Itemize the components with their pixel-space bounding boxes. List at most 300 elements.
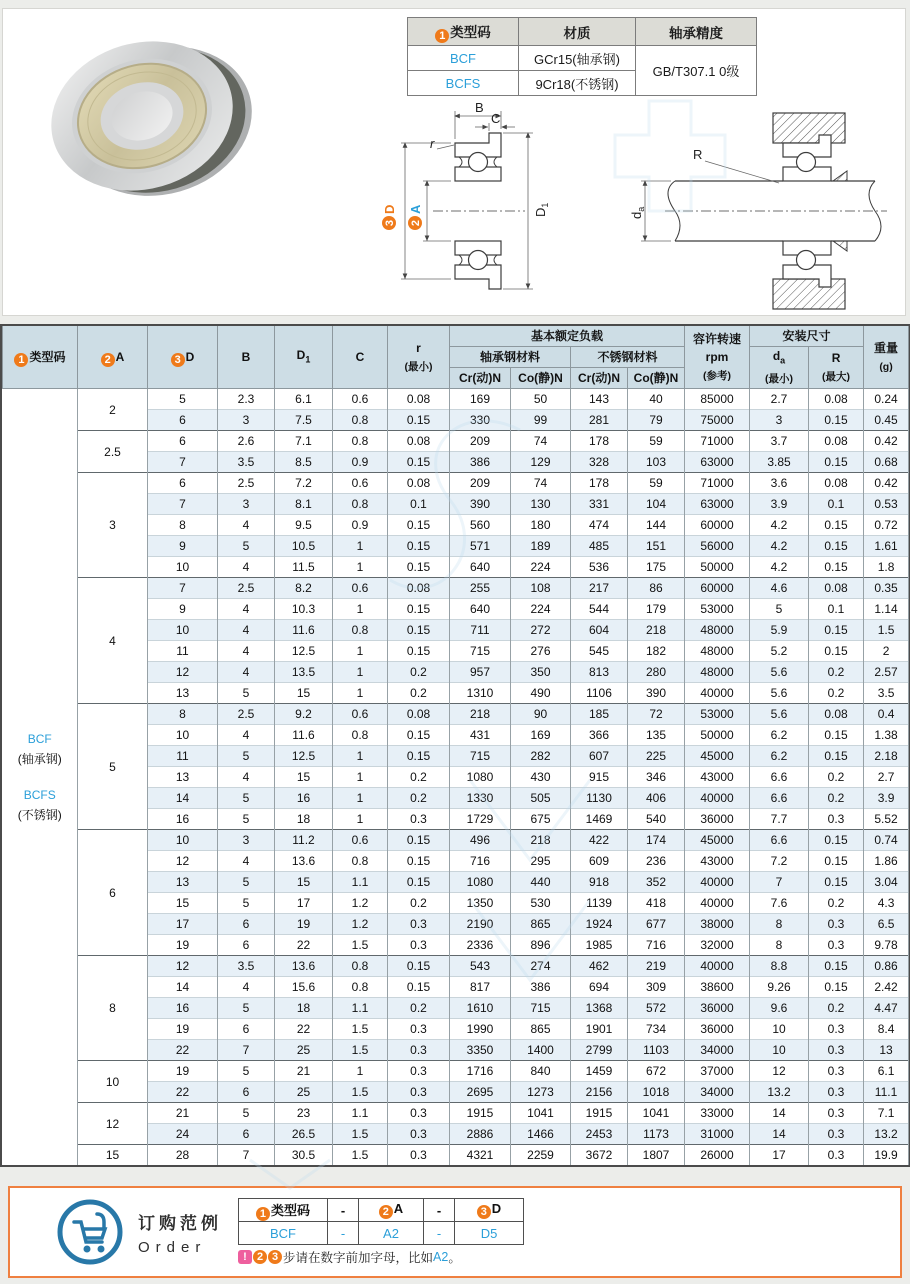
spec-cell: 0.2 xyxy=(809,998,864,1019)
spec-cell: 0.15 xyxy=(388,599,450,620)
spec-cell: 209 xyxy=(450,431,511,452)
spec-cell: 0.15 xyxy=(809,956,864,977)
spec-cell: 0.15 xyxy=(809,830,864,851)
spec-cell: 0.2 xyxy=(388,683,450,704)
spec-cell: 99 xyxy=(511,410,571,431)
spec-cell: 12.5 xyxy=(275,641,333,662)
spec-cell: 151 xyxy=(628,536,685,557)
spec-cell: 915 xyxy=(571,767,628,788)
spec-cell: 1729 xyxy=(450,809,511,830)
spec-cell: 178 xyxy=(571,431,628,452)
note-example: A2 xyxy=(433,1250,449,1264)
spec-cell: 36000 xyxy=(685,1019,750,1040)
spec-cell: 7.6 xyxy=(750,893,809,914)
spec-cell: 640 xyxy=(450,599,511,620)
spec-cell: 15 xyxy=(275,872,333,893)
spec-cell: 74 xyxy=(511,431,571,452)
spec-cell: 1459 xyxy=(571,1061,628,1082)
spec-cell: 1103 xyxy=(628,1040,685,1061)
spec-cell: 4 xyxy=(218,851,275,872)
d-value: 12 xyxy=(148,851,218,872)
spec-cell: 5 xyxy=(218,872,275,893)
num2-icon: 2 xyxy=(379,1205,393,1219)
spec-cell: 3.6 xyxy=(750,473,809,494)
spec-cell: 4 xyxy=(218,599,275,620)
spec-cell: 5 xyxy=(218,809,275,830)
spec-cell: 3.85 xyxy=(750,452,809,473)
spec-cell: 86 xyxy=(628,578,685,599)
spec-cell: 2.5 xyxy=(218,578,275,599)
spec-cell: 282 xyxy=(511,746,571,767)
spec-cell: 7.5 xyxy=(275,410,333,431)
spec-cell: 15 xyxy=(275,767,333,788)
spec-cell: 85000 xyxy=(685,389,750,410)
spec-cell: 418 xyxy=(628,893,685,914)
spec-cell: 0.3 xyxy=(388,1082,450,1103)
spec-cell: 218 xyxy=(450,704,511,725)
spec-cell: 8.1 xyxy=(275,494,333,515)
header-cr-stainless: Cr(动)N xyxy=(571,368,628,389)
spec-cell: 175 xyxy=(628,557,685,578)
spec-cell: 276 xyxy=(511,641,571,662)
spec-cell: 1 xyxy=(333,809,388,830)
spec-cell: 6 xyxy=(218,935,275,956)
spec-cell: 957 xyxy=(450,662,511,683)
spec-cell: 1 xyxy=(333,536,388,557)
spec-cell: 7.2 xyxy=(750,851,809,872)
order-dash: - xyxy=(424,1199,455,1222)
spec-cell: 505 xyxy=(511,788,571,809)
spec-cell: 36000 xyxy=(685,998,750,1019)
spec-cell: 346 xyxy=(628,767,685,788)
spec-cell: 545 xyxy=(571,641,628,662)
spec-cell: 7.2 xyxy=(275,473,333,494)
spec-cell: 6.6 xyxy=(750,788,809,809)
spec-cell: 640 xyxy=(450,557,511,578)
spec-cell: 0.15 xyxy=(809,746,864,767)
spec-cell: 0.08 xyxy=(388,473,450,494)
spec-cell: 63000 xyxy=(685,494,750,515)
spec-cell: 189 xyxy=(511,536,571,557)
spec-cell: 530 xyxy=(511,893,571,914)
spec-cell: 11.1 xyxy=(864,1082,909,1103)
spec-cell: 350 xyxy=(511,662,571,683)
spec-cell: 144 xyxy=(628,515,685,536)
a-value: 4 xyxy=(78,578,148,704)
spec-cell: 604 xyxy=(571,620,628,641)
spec-cell: 9.78 xyxy=(864,935,909,956)
spec-cell: 17 xyxy=(750,1145,809,1166)
spec-cell: 32000 xyxy=(685,935,750,956)
spec-cell: 734 xyxy=(628,1019,685,1040)
spec-cell: 1041 xyxy=(511,1103,571,1124)
spec-cell: 0.35 xyxy=(864,578,909,599)
spec-cell: 716 xyxy=(450,851,511,872)
dim-R-label: R xyxy=(693,147,703,162)
spec-cell: 21 xyxy=(275,1061,333,1082)
spec-cell: 2 xyxy=(864,641,909,662)
spec-cell: 33000 xyxy=(685,1103,750,1124)
table-row xyxy=(3,431,909,452)
a-value: 15 xyxy=(78,1145,148,1166)
spec-cell: 12 xyxy=(750,1061,809,1082)
main-spec-table xyxy=(2,326,909,1165)
spec-cell: 3 xyxy=(218,410,275,431)
spec-cell: 1990 xyxy=(450,1019,511,1040)
spec-cell: 0.15 xyxy=(809,641,864,662)
spec-cell: 1610 xyxy=(450,998,511,1019)
order-example-section xyxy=(8,1186,902,1278)
spec-cell: 0.15 xyxy=(809,620,864,641)
spec-cell: 11.5 xyxy=(275,557,333,578)
spec-cell: 6.1 xyxy=(864,1061,909,1082)
spec-cell: 18 xyxy=(275,809,333,830)
spec-cell: 0.8 xyxy=(333,725,388,746)
spec-cell: 37000 xyxy=(685,1061,750,1082)
spec-cell: 108 xyxy=(511,578,571,599)
spec-cell: 5 xyxy=(218,1061,275,1082)
info-header-material: 材质 xyxy=(519,18,636,46)
spec-cell: 104 xyxy=(628,494,685,515)
spec-cell: 0.8 xyxy=(333,851,388,872)
spec-cell: 13 xyxy=(864,1040,909,1061)
d-value: 16 xyxy=(148,809,218,830)
spec-cell: 5 xyxy=(218,746,275,767)
spec-cell: 490 xyxy=(511,683,571,704)
spec-cell: 59 xyxy=(628,473,685,494)
header-co-stainless: Co(静)N xyxy=(628,368,685,389)
spec-cell: 4.3 xyxy=(864,893,909,914)
spec-cell: 0.15 xyxy=(388,557,450,578)
svg-text:da: $d_a$ xyxy=(629,206,646,219)
spec-cell: 0.3 xyxy=(388,1061,450,1082)
spec-cell: 14 xyxy=(750,1124,809,1145)
spec-cell: 30.5 xyxy=(275,1145,333,1166)
spec-cell: 2.42 xyxy=(864,977,909,998)
order-title-cn: 订购范例 xyxy=(138,1213,222,1233)
spec-cell: 715 xyxy=(450,641,511,662)
type-code-bcfs[interactable]: BCFS xyxy=(408,71,519,96)
spec-cell: 75000 xyxy=(685,410,750,431)
num3-icon: 3 xyxy=(171,353,185,367)
spec-cell: 8.5 xyxy=(275,452,333,473)
header-speed: 容许转速 rpm (参考) xyxy=(685,326,750,389)
spec-cell: 2.7 xyxy=(750,389,809,410)
spec-cell: 23 xyxy=(275,1103,333,1124)
spec-cell: 0.2 xyxy=(809,662,864,683)
d-value: 16 xyxy=(148,998,218,1019)
spec-cell: 0.3 xyxy=(809,1061,864,1082)
spec-cell: 0.8 xyxy=(333,494,388,515)
spec-cell: 677 xyxy=(628,914,685,935)
spec-cell: 0.3 xyxy=(388,935,450,956)
material-bcfs: 9Cr18(不锈钢) xyxy=(519,71,636,96)
spec-cell: 672 xyxy=(628,1061,685,1082)
spec-cell: 2190 xyxy=(450,914,511,935)
spec-cell: 40000 xyxy=(685,956,750,977)
spec-cell: 1 xyxy=(333,767,388,788)
spec-cell: 1106 xyxy=(571,683,628,704)
spec-cell: 496 xyxy=(450,830,511,851)
spec-cell: 10.5 xyxy=(275,536,333,557)
spec-cell: 5.9 xyxy=(750,620,809,641)
spec-cell: 16 xyxy=(275,788,333,809)
spec-cell: 0.3 xyxy=(388,1145,450,1166)
spec-cell: 0.3 xyxy=(809,1019,864,1040)
spec-cell: 43000 xyxy=(685,851,750,872)
spec-cell: 390 xyxy=(450,494,511,515)
spec-cell: 71000 xyxy=(685,473,750,494)
a-value: 2.5 xyxy=(78,431,148,473)
spec-cell: 1080 xyxy=(450,767,511,788)
d-value: 17 xyxy=(148,914,218,935)
spec-cell: 0.8 xyxy=(333,410,388,431)
spec-cell: 71000 xyxy=(685,431,750,452)
spec-cell: 2.7 xyxy=(864,767,909,788)
spec-cell: 0.8 xyxy=(333,620,388,641)
spec-cell: 2156 xyxy=(571,1082,628,1103)
header-load-group: 基本额定负载 xyxy=(450,326,685,347)
spec-cell: 40000 xyxy=(685,872,750,893)
spec-cell: 0.15 xyxy=(388,872,450,893)
spec-cell: 0.3 xyxy=(809,809,864,830)
spec-cell: 13.6 xyxy=(275,851,333,872)
num3-icon: 3 xyxy=(477,1205,491,1219)
spec-cell: 17 xyxy=(275,893,333,914)
spec-cell: 0.15 xyxy=(388,641,450,662)
spec-cell: 1368 xyxy=(571,998,628,1019)
spec-cell: 1 xyxy=(333,641,388,662)
d-value: 11 xyxy=(148,641,218,662)
spec-cell: 0.42 xyxy=(864,473,909,494)
spec-cell: 817 xyxy=(450,977,511,998)
spec-cell: 74 xyxy=(511,473,571,494)
spec-cell: 4.2 xyxy=(750,557,809,578)
spec-cell: 1273 xyxy=(511,1082,571,1103)
header-d1: $D_1$ xyxy=(275,326,333,389)
type-code-bcf[interactable]: BCF xyxy=(408,46,519,71)
spec-cell: 179 xyxy=(628,599,685,620)
warning-icon: ! xyxy=(238,1250,252,1264)
spec-cell: 1173 xyxy=(628,1124,685,1145)
d-value: 10 xyxy=(148,557,218,578)
d-value: 8 xyxy=(148,704,218,725)
d-value: 19 xyxy=(148,1019,218,1040)
spec-cell: 25 xyxy=(275,1082,333,1103)
spec-cell: 0.53 xyxy=(864,494,909,515)
spec-cell: 180 xyxy=(511,515,571,536)
spec-cell: 0.3 xyxy=(388,809,450,830)
spec-cell: 7 xyxy=(218,1145,275,1166)
spec-cell: 60000 xyxy=(685,578,750,599)
spec-cell: 1 xyxy=(333,1061,388,1082)
note-text: 步请在数字前加字母，比如 xyxy=(283,1251,434,1265)
spec-cell: 178 xyxy=(571,473,628,494)
spec-cell: 694 xyxy=(571,977,628,998)
spec-cell: 1.61 xyxy=(864,536,909,557)
d-value: 8 xyxy=(148,515,218,536)
spec-cell: 1.2 xyxy=(333,893,388,914)
a-value: 12 xyxy=(78,1103,148,1145)
num2-icon: 2 xyxy=(253,1250,267,1264)
spec-cell: 0.15 xyxy=(809,725,864,746)
spec-cell: 716 xyxy=(628,935,685,956)
spec-cell: 0.15 xyxy=(809,536,864,557)
spec-cell: 386 xyxy=(450,452,511,473)
spec-cell: 0.15 xyxy=(809,872,864,893)
spec-cell: 1 xyxy=(333,557,388,578)
spec-cell: 0.08 xyxy=(388,431,450,452)
spec-cell: 15 xyxy=(275,683,333,704)
spec-cell: 103 xyxy=(628,452,685,473)
spec-cell: 72 xyxy=(628,704,685,725)
d-value: 10 xyxy=(148,830,218,851)
spec-cell: 10 xyxy=(750,1040,809,1061)
spec-cell: 1.2 xyxy=(333,914,388,935)
spec-cell: 0.08 xyxy=(809,431,864,452)
header-steel-group: 轴承钢材料 xyxy=(450,347,571,368)
spec-cell: 8.8 xyxy=(750,956,809,977)
spec-cell: 1466 xyxy=(511,1124,571,1145)
dim-r-label: r xyxy=(430,136,435,151)
dim-d1-label xyxy=(533,203,550,217)
spec-cell: 3.9 xyxy=(864,788,909,809)
order-col-a: 2 A xyxy=(359,1199,424,1222)
spec-cell: 0.2 xyxy=(388,788,450,809)
table-row xyxy=(3,389,909,410)
a-value: 3 xyxy=(78,473,148,578)
top-section xyxy=(2,8,906,316)
spec-cell: 462 xyxy=(571,956,628,977)
dimension-labels xyxy=(382,100,550,230)
dim-a-label xyxy=(408,204,423,230)
spec-cell: 26000 xyxy=(685,1145,750,1166)
header-a: 2 A xyxy=(78,326,148,389)
spec-cell: 1080 xyxy=(450,872,511,893)
d-value: 6 xyxy=(148,473,218,494)
spec-cell: 5.6 xyxy=(750,704,809,725)
spec-cell: 3672 xyxy=(571,1145,628,1166)
d-value: 7 xyxy=(148,494,218,515)
spec-cell: 328 xyxy=(571,452,628,473)
spec-cell: 560 xyxy=(450,515,511,536)
spec-cell: 474 xyxy=(571,515,628,536)
spec-cell: 1.5 xyxy=(333,935,388,956)
spec-info-table xyxy=(407,17,757,96)
spec-cell: 19 xyxy=(275,914,333,935)
spec-cell: 0.3 xyxy=(809,1103,864,1124)
spec-cell: 40000 xyxy=(685,788,750,809)
spec-cell: 50 xyxy=(511,389,571,410)
spec-cell: 366 xyxy=(571,725,628,746)
spec-cell: 56000 xyxy=(685,536,750,557)
table-row xyxy=(3,473,909,494)
order-dash: - xyxy=(328,1199,359,1222)
header-co-steel: Co(静)N xyxy=(511,368,571,389)
spec-cell: 22 xyxy=(275,1019,333,1040)
spec-cell: 48000 xyxy=(685,662,750,683)
spec-cell: 4.47 xyxy=(864,998,909,1019)
note-suffix: 。 xyxy=(448,1251,461,1265)
spec-cell: 2.5 xyxy=(218,704,275,725)
spec-cell: 0.2 xyxy=(388,662,450,683)
spec-cell: 34000 xyxy=(685,1082,750,1103)
dim-b-label: B xyxy=(475,100,484,115)
d-value: 24 xyxy=(148,1124,218,1145)
spec-cell: 0.1 xyxy=(809,494,864,515)
spec-cell: 3.5 xyxy=(218,956,275,977)
spec-cell: 6 xyxy=(218,914,275,935)
spec-cell: 607 xyxy=(571,746,628,767)
spec-cell: 236 xyxy=(628,851,685,872)
spec-cell: 38000 xyxy=(685,914,750,935)
dim-da-label xyxy=(629,207,646,219)
spec-cell: 0.08 xyxy=(388,578,450,599)
spec-cell: 4 xyxy=(218,767,275,788)
spec-cell: 0.2 xyxy=(809,893,864,914)
order-note xyxy=(238,1248,524,1266)
spec-cell: 59 xyxy=(628,431,685,452)
spec-cell: 9.5 xyxy=(275,515,333,536)
spec-cell: 1130 xyxy=(571,788,628,809)
table-row xyxy=(3,956,909,977)
spec-cell: 48000 xyxy=(685,641,750,662)
spec-cell: 0.15 xyxy=(809,851,864,872)
spec-cell: 4 xyxy=(218,725,275,746)
spec-cell: 715 xyxy=(511,998,571,1019)
spec-cell: 0.6 xyxy=(333,473,388,494)
spec-cell: 5 xyxy=(750,599,809,620)
spec-cell: 53000 xyxy=(685,704,750,725)
spec-cell: 1.86 xyxy=(864,851,909,872)
spec-cell: 43000 xyxy=(685,767,750,788)
spec-cell: 1 xyxy=(333,662,388,683)
spec-cell: 218 xyxy=(511,830,571,851)
type-code-column: BCF (轴承钢) BCFS (不锈钢) xyxy=(3,389,78,1166)
spec-cell: 2.3 xyxy=(218,389,275,410)
spec-cell: 0.72 xyxy=(864,515,909,536)
spec-cell: 90 xyxy=(511,704,571,725)
spec-cell: 1.1 xyxy=(333,872,388,893)
dim-d-label xyxy=(382,205,397,230)
spec-cell: 48000 xyxy=(685,620,750,641)
spec-cell: 6.5 xyxy=(864,914,909,935)
spec-cell: 224 xyxy=(511,599,571,620)
d-value: 6 xyxy=(148,431,218,452)
spec-cell: 536 xyxy=(571,557,628,578)
spec-cell: 572 xyxy=(628,998,685,1019)
spec-cell: 544 xyxy=(571,599,628,620)
header-cr-steel: Cr(动)N xyxy=(450,368,511,389)
spec-cell: 19.9 xyxy=(864,1145,909,1166)
svg-text:3: 3 xyxy=(384,219,396,227)
spec-cell: 169 xyxy=(511,725,571,746)
spec-cell: 1041 xyxy=(628,1103,685,1124)
cart-icon xyxy=(56,1198,124,1266)
header-mount-group: 安装尺寸 xyxy=(750,326,864,347)
d-value: 9 xyxy=(148,536,218,557)
spec-cell: 11.6 xyxy=(275,620,333,641)
spec-cell: 390 xyxy=(628,683,685,704)
spec-cell: 4.2 xyxy=(750,536,809,557)
order-dash: - xyxy=(328,1222,359,1245)
d-value: 22 xyxy=(148,1082,218,1103)
spec-cell: 0.1 xyxy=(809,599,864,620)
spec-cell: 3 xyxy=(218,830,275,851)
spec-cell: 3 xyxy=(218,494,275,515)
spec-cell: 571 xyxy=(450,536,511,557)
spec-cell: 1.5 xyxy=(333,1040,388,1061)
